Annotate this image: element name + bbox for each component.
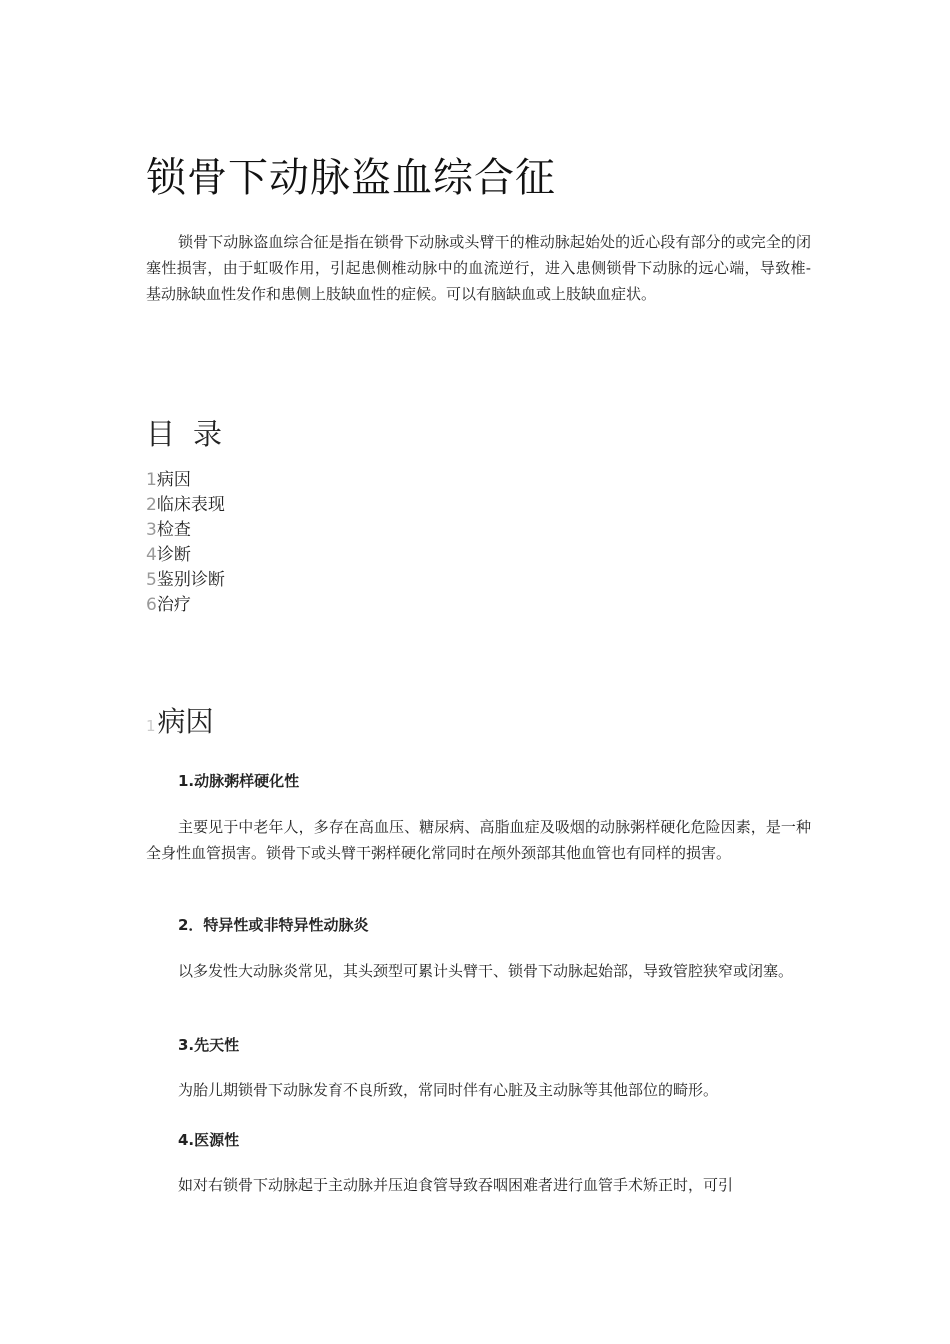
toc-item-label: 治疗 [156, 595, 191, 615]
toc-item-treatment[interactable]: 6治疗 [146, 595, 191, 615]
paragraph-congenital: 为胎儿期锁骨下动脉发育不良所致，常同时伴有心脏及主动脉等其他部位的畸形。 [178, 1081, 719, 1099]
toc-item-label: 检查 [156, 520, 191, 540]
page-title: 锁骨下动脉盗血综合征 [146, 155, 556, 201]
section-title: 病因 [157, 705, 214, 738]
section-heading-etiology [146, 700, 214, 740]
toc-item-label: 临床表现 [156, 495, 225, 515]
toc-heading: 目录 [146, 417, 241, 451]
toc-item-label: 鉴别诊断 [156, 570, 225, 590]
paragraph-atherosclerosis: 主要见于中老年人，多存在高血压、糖尿病、高脂血症及吸烟的动脉粥样硬化危险因素，是一种全身性血管损害。锁骨下或头臂干粥样硬化常同时在颅外颈部其他血管也有同样的损害。 [146, 818, 811, 862]
paragraph-arteritis: 以多发性大动脉炎常见，其头颈型可累计头臂干、锁骨下动脉起始部，导致管腔狭窄或闭塞。 [178, 962, 794, 980]
subheading-congenital: 3.先天性 [178, 1036, 240, 1054]
toc-item-differential[interactable]: 5鉴别诊断 [146, 570, 225, 590]
toc-item-label: 诊断 [156, 545, 191, 565]
intro-paragraph: 锁骨下动脉盗血综合征是指在锁骨下动脉或头臂干的椎动脉起始处的近心段有部分的或完全的闭塞性损害，由于虹吸作用，引起患侧椎动脉中的血流逆行，进入患侧锁骨下动脉的远心端，导致椎-基动脉缺血性发作和患侧上肢缺血性的症候。可以有脑缺血或上肢缺血症状。 [146, 233, 811, 303]
subheading-iatrogenic: 4.医源性 [178, 1131, 240, 1149]
toc-item-clinical[interactable]: 2临床表现 [146, 495, 225, 515]
table-of-contents [146, 468, 225, 618]
toc-item-label: 病因 [156, 470, 191, 490]
toc-item-exam[interactable]: 3检查 [146, 520, 191, 540]
paragraph-iatrogenic: 如对右锁骨下动脉起于主动脉并压迫食管导致吞咽困难者进行血管手术矫正时，可引 [178, 1176, 734, 1194]
subheading-atherosclerosis: 1.动脉粥样硬化性 [178, 772, 300, 790]
toc-item-etiology[interactable]: 1病因 [146, 470, 191, 490]
subheading-arteritis: 2．特异性或非特异性动脉炎 [178, 916, 369, 934]
section-number: 1 [146, 717, 156, 735]
toc-item-diagnosis[interactable]: 4诊断 [146, 545, 191, 565]
